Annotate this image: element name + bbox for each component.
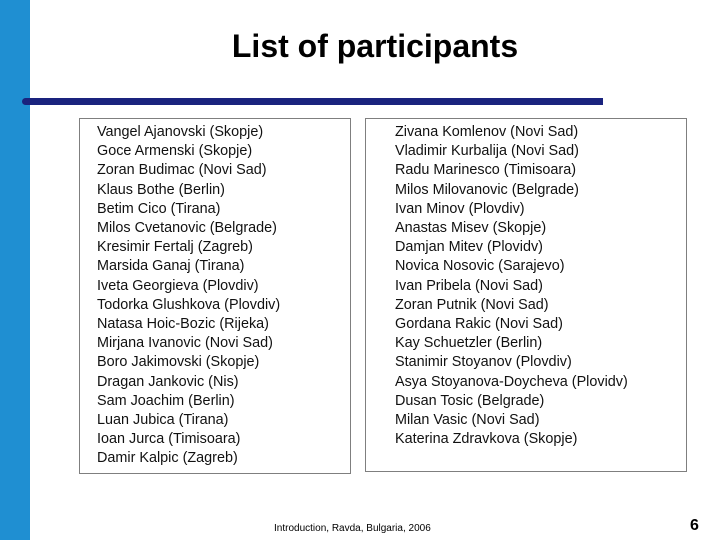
participant-item: Ivan Minov (Plovdiv) — [395, 200, 525, 217]
participant-item: Luan Jubica (Tirana) — [97, 412, 229, 429]
participant-item: Ioan Jurca (Timisoara) — [97, 431, 241, 448]
participants-box-left — [79, 118, 351, 474]
participant-item: Damjan Mitev (Plovidv) — [395, 239, 543, 256]
participant-item: Vangel Ajanovski (Skopje) — [97, 124, 264, 140]
participant-item: Milos Cvetanovic (Belgrade) — [97, 220, 277, 237]
participant-item: Ivan Pribela (Novi Sad) — [395, 277, 543, 294]
slide-title: List of participants — [231, 28, 519, 64]
participant-item: Gordana Rakic (Novi Sad) — [395, 316, 563, 333]
participant-item: Sam Joachim (Berlin) — [97, 392, 235, 409]
title-underline-rule — [22, 98, 603, 105]
participant-item: Natasa Hoic-Bozic (Rijeka) — [97, 316, 269, 333]
slide-sidebar-bar — [0, 0, 30, 540]
participant-item: Boro Jakimovski (Skopje) — [97, 354, 260, 371]
participant-item: Milan Vasic (Novi Sad) — [395, 412, 540, 429]
participant-item: Zoran Budimac (Novi Sad) — [97, 162, 267, 179]
participants-box-right — [365, 118, 687, 472]
participant-item: Radu Marinesco (Timisoara) — [395, 162, 576, 179]
participant-item: Iveta Georgieva (Plovdiv) — [97, 277, 259, 294]
participant-item: Betim Cico (Tirana) — [97, 200, 221, 217]
participant-item: Kay Schuetzler (Berlin) — [395, 335, 543, 352]
participant-item: Todorka Glushkova (Plovdiv) — [97, 296, 281, 313]
participant-item: Vladimir Kurbalija (Novi Sad) — [395, 143, 579, 160]
participant-item: Novica Nosovic (Sarajevo) — [395, 258, 565, 275]
participant-item: Kresimir Fertalj (Zagreb) — [97, 239, 253, 256]
participant-item: Zivana Komlenov (Novi Sad) — [395, 124, 579, 140]
participant-item: Anastas Misev (Skopje) — [395, 220, 547, 237]
participant-item: Marsida Ganaj (Tirana) — [97, 258, 245, 275]
participant-item: Zoran Putnik (Novi Sad) — [395, 296, 549, 313]
participant-item: Asya Stoyanova-Doycheva (Plovidv) — [395, 373, 628, 390]
participant-item: Dragan Jankovic (Nis) — [97, 373, 239, 390]
participant-item: Goce Armenski (Skopje) — [97, 143, 253, 160]
participant-item: Mirjana Ivanovic (Novi Sad) — [97, 335, 273, 352]
page-number: 6 — [690, 517, 699, 534]
slide-footer: Introduction, Ravda, Bulgaria, 2006 — [274, 523, 431, 534]
participant-item: Klaus Bothe (Berlin) — [97, 181, 225, 198]
participants-list-left — [97, 123, 280, 469]
participant-item: Stanimir Stoyanov (Plovdiv) — [395, 354, 572, 371]
participant-item: Dusan Tosic (Belgrade) — [395, 392, 545, 409]
participant-item: Milos Milovanovic (Belgrade) — [395, 181, 579, 198]
participant-item: Damir Kalpic (Zagreb) — [97, 450, 238, 467]
participants-list-right — [395, 123, 628, 449]
participant-item: Katerina Zdravkova (Skopje) — [395, 431, 578, 448]
